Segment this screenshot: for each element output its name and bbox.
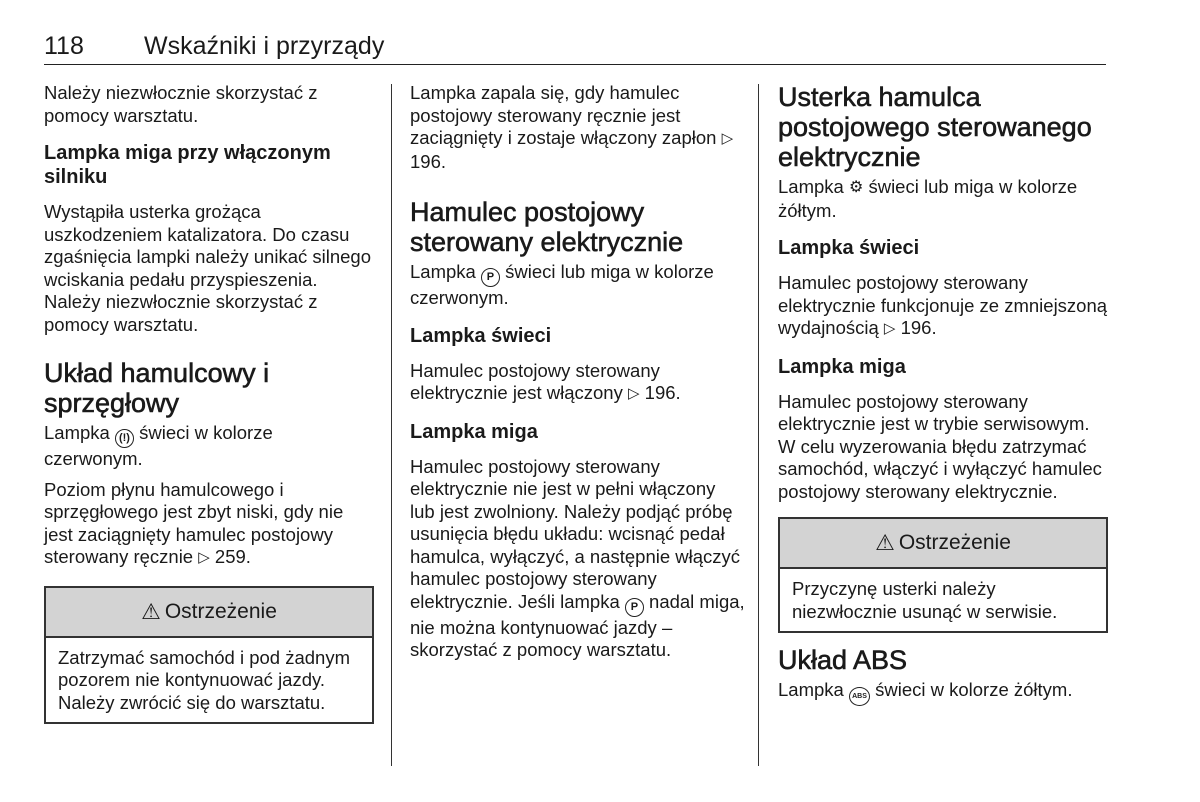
- paragraph: [410, 360, 745, 406]
- section-heading: Układ hamulcowy i sprzęgłowy: [44, 358, 270, 418]
- text: świeci lub miga w kolorze czerwonym.: [410, 261, 714, 308]
- text: Hamulec postojowy sterowany elektrycznie funkcjonuje ze zmniejszoną wydajnością: [778, 272, 1108, 338]
- column-1: [44, 82, 374, 734]
- page-number: 118: [44, 32, 84, 60]
- section-heading: Hamulec postojowy sterowany elektrycznie: [410, 197, 684, 257]
- text: Lampka: [778, 176, 844, 197]
- subheading: Lampka świeci: [778, 237, 920, 259]
- text: świeci lub miga w kolorze żółtym.: [778, 176, 1078, 221]
- warning-text: Zatrzymać samochód i pod żadnym pozorem nie kontynuować jazdy. Należy zwrócić się do warsztatu.: [58, 646, 351, 713]
- page-reference: 196.: [900, 317, 937, 338]
- subheading: Lampka miga: [410, 420, 538, 443]
- paragraph: [44, 422, 374, 471]
- paragraph: Hamulec postojowy sterowany elektrycznie jest w trybie serwisowym. W celu wyzerowania błędu zatrzymać samochód, włączyć i wyłączyć hamulec postojowy sterowany elektrycznie.: [778, 390, 1102, 502]
- warning-triangle-icon: ⚠: [141, 598, 161, 624]
- page-reference-arrow-icon: ▷: [883, 320, 896, 337]
- column-2: [410, 82, 745, 670]
- warning-body: [46, 638, 372, 723]
- page-reference-arrow-icon: ▷: [721, 130, 734, 147]
- paragraph: [410, 261, 745, 310]
- page-reference-arrow-icon: ▷: [198, 549, 210, 566]
- paragraph: [410, 456, 745, 662]
- warning-header: [780, 519, 1106, 569]
- brake-warning-icon: (!): [115, 429, 134, 448]
- page-header: [44, 30, 1106, 65]
- warning-title: Ostrzeżenie: [898, 531, 1011, 554]
- text: Lampka zapala się, gdy hamulec postojowy sterowany ręcznie jest zaciągnięty i zostaje włączony zapłon: [410, 82, 717, 148]
- column-divider: [391, 84, 392, 766]
- text: Hamulec postojowy sterowany elektrycznie nie jest w pełni włączony lub jest zwolniony. Należy podjąć próbę usunięcia błędu układu: wcisnąć pedał hamulca, wyłączyć, a następnie włączyć hamulec postojowy sterowany elektrycznie. Jeśli lampka: [410, 455, 741, 612]
- warning-header: [46, 588, 372, 638]
- warning-body: [780, 569, 1106, 631]
- paragraph: [410, 82, 745, 173]
- subheading: Lampka świeci: [410, 324, 552, 347]
- subheading: Lampka miga przy włączonym silniku: [44, 142, 331, 188]
- parking-brake-icon: P: [481, 268, 500, 287]
- parking-brake-fault-icon: ⚙: [848, 179, 864, 196]
- warning-box: [778, 517, 1108, 633]
- paragraph: [778, 679, 1108, 706]
- text: Poziom płynu hamulcowego i sprzęgłowego jest zbyt niski, gdy nie jest zaciągnięty hamulec postojowy sterowany ręcznie: [44, 478, 344, 567]
- column-3: [778, 82, 1108, 714]
- page-reference: 196.: [410, 150, 447, 172]
- warning-text: Przyczynę usterki należy niezwłocznie usunąć w serwisie.: [792, 578, 1058, 622]
- warning-title: Ostrzeżenie: [164, 599, 277, 623]
- page-reference-arrow-icon: ▷: [627, 385, 640, 402]
- text: Hamulec postojowy sterowany elektrycznie jest włączony: [410, 359, 660, 403]
- paragraph: [778, 176, 1108, 222]
- text: świeci w kolorze czerwonym.: [44, 422, 273, 469]
- text: Lampka: [778, 679, 844, 700]
- text: Lampka: [410, 261, 476, 282]
- running-title: Wskaźniki i przyrządy: [144, 32, 385, 60]
- warning-triangle-icon: ⚠: [875, 530, 895, 555]
- paragraph: [44, 479, 374, 570]
- section-heading: Usterka hamulca postojowego sterowanego elektrycznie: [778, 82, 1092, 172]
- section-heading: Układ ABS: [778, 645, 908, 675]
- text: nadal miga, nie można kontynuować jazdy – skorzystać z pomocy warsztatu.: [410, 590, 745, 660]
- text: świeci w kolorze żółtym.: [875, 679, 1073, 700]
- paragraph: [778, 272, 1108, 341]
- page-reference: 259.: [214, 546, 251, 567]
- paragraph: Wystąpiła usterka grożąca uszkodzeniem katalizatora. Do czasu zgaśnięcia lampki należy unikać silnego wciskania pedału przyspieszenia. Należy niezwłocznie skorzystać z pomocy warsztatu.: [44, 201, 372, 335]
- text: Lampka: [44, 422, 110, 443]
- paragraph: Należy niezwłocznie skorzystać z pomocy warsztatu.: [44, 82, 318, 126]
- page-reference: 196.: [644, 382, 681, 403]
- column-divider: [758, 84, 759, 766]
- abs-icon: ABS: [849, 687, 870, 706]
- subheading: Lampka miga: [778, 355, 906, 378]
- warning-box: [44, 586, 374, 725]
- parking-brake-icon: P: [625, 598, 644, 617]
